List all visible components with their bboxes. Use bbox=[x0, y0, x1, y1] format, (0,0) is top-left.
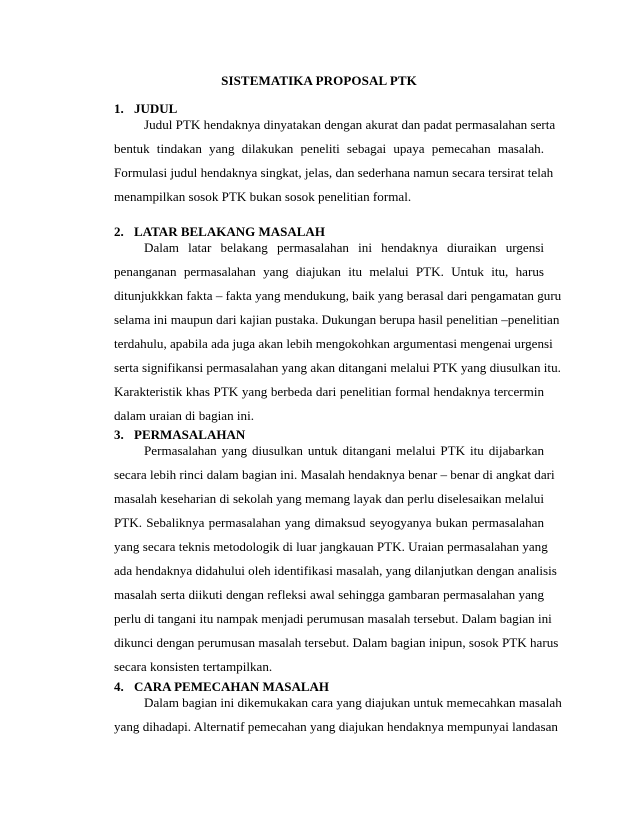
paragraph-line: Karakteristik khas PTK yang berbeda dari penelitian formal hendaknya tercermin bbox=[114, 384, 544, 399]
paragraph-line: dalam uraian di bagian ini. bbox=[114, 408, 254, 423]
paragraph-line: yang dihadapi. Alternatif pemecahan yang diajukan hendaknya mempunyai landasan bbox=[114, 719, 558, 734]
paragraph-line: PTK. Sebaliknya permasalahan yang dimaksud seyogyanya bukan permasalahan bbox=[114, 515, 544, 530]
section-permasalahan bbox=[114, 427, 559, 679]
section-latar-belakang bbox=[114, 224, 562, 428]
paragraph-line: terdahulu, apabila ada juga akan lebih mengokohkan argumentasi mengenai urgensi bbox=[114, 336, 553, 351]
section-heading bbox=[114, 427, 544, 443]
section-title: CARA PEMECAHAN MASALAH bbox=[134, 679, 329, 694]
section-number: 3. bbox=[114, 427, 124, 442]
paragraph-line: penanganan permasalahan yang diajukan itu melalui PTK. Untuk itu, harus bbox=[114, 264, 544, 279]
paragraph-line: Formulasi judul hendaknya singkat, jelas, dan sederhana namun secara tersirat telah bbox=[114, 165, 554, 180]
section-paragraph bbox=[114, 240, 562, 428]
paragraph-line: perlu di tangani itu nampak menjadi perumusan masalah tersebut. Dalam bagian ini bbox=[114, 611, 552, 626]
paragraph-line: Dalam bagian ini dikemukakan cara yang diajukan untuk memecahkan masalah bbox=[144, 695, 562, 710]
paragraph-line: bentuk tindakan yang dilakukan peneliti sebagai upaya pemecahan masalah. bbox=[114, 141, 544, 156]
paragraph-line: masalah keseharian di sekolah yang memang layak dan perlu diselesaikan melalui bbox=[114, 491, 544, 506]
paragraph-line: yang secara teknis metodologik di luar jangkauan PTK. Uraian permasalahan yang bbox=[114, 539, 548, 554]
section-heading bbox=[114, 679, 544, 695]
paragraph-line: secara konsisten tertampilkan. bbox=[114, 659, 273, 674]
paragraph-line: masalah serta diikuti dengan refleksi awal sehingga gambaran permasalahan yang bbox=[114, 587, 544, 602]
section-judul bbox=[114, 101, 556, 209]
section-heading bbox=[114, 101, 544, 117]
paragraph-line: Judul PTK hendaknya dinyatakan dengan akurat dan padat permasalahan serta bbox=[144, 117, 556, 132]
section-paragraph bbox=[114, 117, 556, 209]
section-heading bbox=[114, 224, 544, 240]
paragraph-line: menampilkan sosok PTK bukan sosok penelitian formal. bbox=[114, 189, 412, 204]
section-paragraph bbox=[114, 695, 562, 739]
section-title: JUDUL bbox=[134, 101, 178, 116]
section-title: PERMASALAHAN bbox=[134, 427, 246, 442]
document-title: SISTEMATIKA PROPOSAL PTK bbox=[221, 73, 417, 88]
paragraph-line: secara lebih rinci dalam bagian ini. Masalah hendaknya benar – benar di angkat dari bbox=[114, 467, 555, 482]
paragraph-line: dikunci dengan perumusan masalah tersebut. Dalam bagian inipun, sosok PTK harus bbox=[114, 635, 559, 650]
paragraph-line: ditunjukkkan fakta – fakta yang mendukung, baik yang berasal dari pengamatan guru bbox=[114, 288, 562, 303]
paragraph-line: Permasalahan yang diusulkan untuk ditangani melalui PTK itu dijabarkan bbox=[144, 443, 544, 458]
paragraph-line: serta signifikansi permasalahan yang akan ditangani melalui PTK yang diusulkan itu. bbox=[114, 360, 561, 375]
section-number: 1. bbox=[114, 101, 124, 116]
section-paragraph bbox=[114, 443, 559, 679]
paragraph-line: selama ini maupun dari kajian pustaka. Dukungan berupa hasil penelitian –penelitian bbox=[114, 312, 560, 327]
paragraph-line: Dalam latar belakang permasalahan ini hendaknya diuraikan urgensi bbox=[144, 240, 544, 255]
section-number: 2. bbox=[114, 224, 124, 239]
section-title: LATAR BELAKANG MASALAH bbox=[134, 224, 325, 239]
section-number: 4. bbox=[114, 679, 124, 694]
section-cara-pemecahan bbox=[114, 679, 562, 739]
paragraph-line: ada hendaknya didahului oleh identifikasi masalah, yang dilanjutkan dengan analisis bbox=[114, 563, 557, 578]
